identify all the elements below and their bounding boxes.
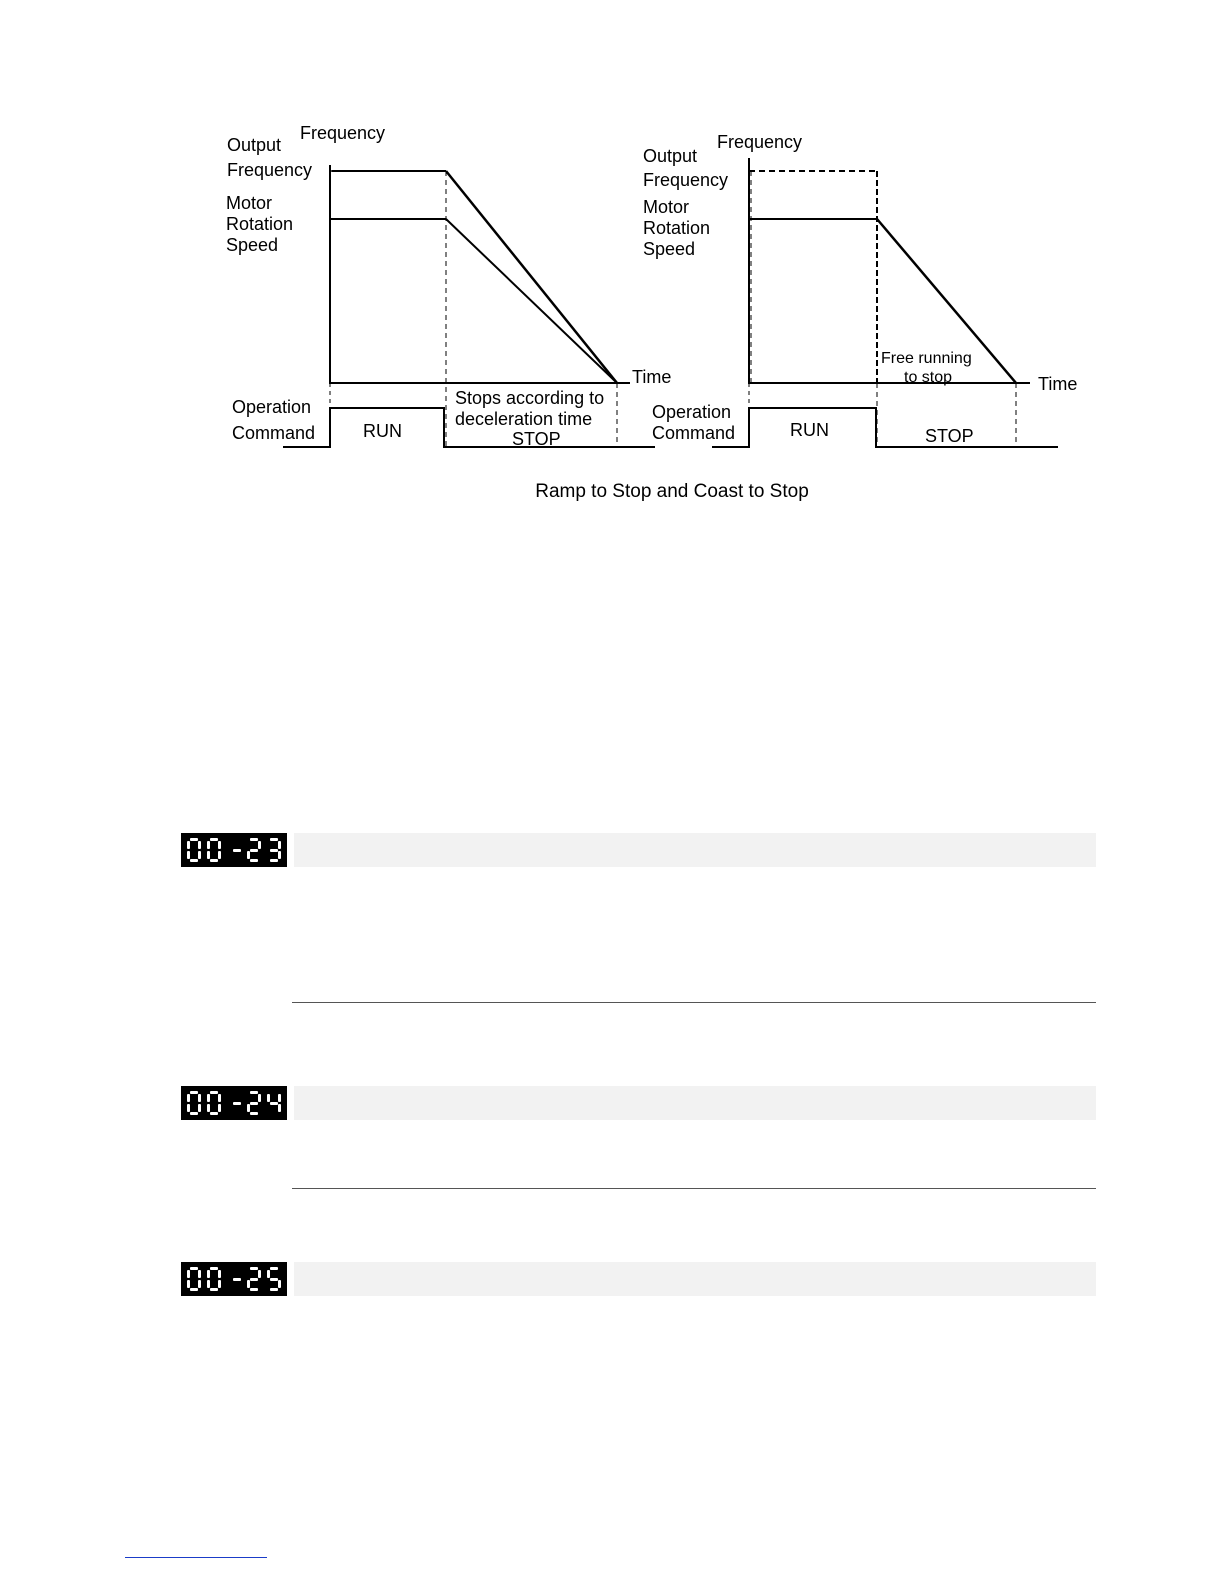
- segment: [207, 1104, 210, 1112]
- segment: [198, 1280, 201, 1288]
- left-run-label: RUN: [363, 421, 402, 441]
- segment: [218, 851, 221, 859]
- segment: [198, 841, 201, 849]
- segment: [258, 841, 261, 849]
- left-deceleration-time-label: deceleration time: [455, 409, 593, 429]
- segment: [270, 1102, 278, 1105]
- segment: [267, 1094, 270, 1102]
- segment: [210, 1091, 218, 1094]
- segment: [258, 1094, 261, 1102]
- coast-to-stop-diagram: [712, 158, 1058, 447]
- right-run-label: RUN: [790, 420, 829, 440]
- segment: [270, 1267, 278, 1270]
- left-speed-label: Speed: [226, 235, 279, 255]
- parameter-title-bar: [294, 833, 1096, 867]
- segment: [187, 1094, 190, 1102]
- left-output-frequency-label: Frequency: [227, 160, 313, 180]
- segment: [210, 1288, 218, 1291]
- right-output-label: Output: [643, 146, 698, 166]
- left-output-label: Output: [227, 135, 282, 155]
- right-rotation-label: Rotation: [643, 218, 711, 238]
- parameter-code-badge: [181, 1262, 287, 1296]
- seven-segment-code: [181, 1262, 287, 1296]
- left-command-label: Command: [232, 423, 316, 443]
- segment: [250, 1091, 258, 1094]
- segment: [250, 1112, 258, 1115]
- parameter-code-badge: [181, 833, 287, 867]
- left-frequency-axis-label: Frequency: [300, 123, 386, 143]
- segment: [207, 851, 210, 859]
- right-operation-label: Operation: [652, 402, 732, 422]
- segment: [250, 849, 258, 852]
- segment: [210, 838, 218, 841]
- parameter-header-00-23: [181, 833, 1096, 867]
- section-divider: [292, 1002, 1096, 1003]
- right-labels: [643, 132, 1077, 446]
- segment: [198, 1270, 201, 1278]
- right-motor-label: Motor: [643, 197, 690, 217]
- left-speed-ramp: [446, 219, 617, 383]
- segment: [270, 838, 278, 841]
- segment: [278, 1280, 281, 1288]
- parameter-header-00-25: [181, 1262, 1096, 1296]
- right-speed-label: Speed: [643, 239, 696, 259]
- seven-segment-code: [181, 1086, 287, 1120]
- segment: [187, 851, 190, 859]
- segment: [207, 841, 210, 849]
- segment: [250, 1288, 258, 1291]
- right-time-label: Time: [1038, 374, 1078, 394]
- left-rotation-label: Rotation: [226, 214, 294, 234]
- segment: [207, 1094, 210, 1102]
- segment: [250, 1267, 258, 1270]
- footer-link-underline[interactable]: [125, 1557, 267, 1558]
- left-time-label: Time: [632, 367, 672, 387]
- segment: [278, 851, 281, 859]
- stop-method-diagrams: [0, 0, 1224, 520]
- segment: [190, 1288, 198, 1291]
- segment: [270, 1288, 278, 1291]
- segment: [210, 1112, 218, 1115]
- segment: [258, 1270, 261, 1278]
- segment: [218, 1094, 221, 1102]
- section-divider: [292, 1188, 1096, 1189]
- segment: [270, 1278, 278, 1281]
- left-labels: [226, 123, 671, 449]
- segment: [270, 859, 278, 862]
- right-command-label: Command: [652, 423, 736, 443]
- left-frequency-ramp: [446, 171, 617, 383]
- segment: [278, 1104, 281, 1112]
- segment: [247, 1280, 250, 1288]
- right-stop-label: STOP: [925, 426, 974, 446]
- segment: [210, 859, 218, 862]
- segment: [187, 1280, 190, 1288]
- segment: [190, 859, 198, 862]
- parameter-title-bar: [294, 1086, 1096, 1120]
- segment: [198, 851, 201, 859]
- figure-caption: Ramp to Stop and Coast to Stop: [535, 481, 809, 502]
- segment: [233, 849, 241, 852]
- segment: [218, 1270, 221, 1278]
- segment: [233, 1278, 241, 1281]
- segment: [190, 1091, 198, 1094]
- segment: [198, 1094, 201, 1102]
- segment: [250, 1278, 258, 1281]
- segment: [250, 859, 258, 862]
- right-frequency-axis-label: Frequency: [717, 132, 803, 152]
- parameter-header-00-24: [181, 1086, 1096, 1120]
- segment: [190, 1267, 198, 1270]
- segment: [250, 1102, 258, 1105]
- left-stop-label: STOP: [512, 429, 561, 449]
- segment: [270, 849, 278, 852]
- segment: [267, 1270, 270, 1278]
- parameter-code-badge: [181, 1086, 287, 1120]
- segment: [250, 838, 258, 841]
- left-stops-according-label: Stops according to: [455, 388, 605, 408]
- segment: [233, 1102, 241, 1105]
- seven-segment-code: [181, 833, 287, 867]
- right-command-waveform: [712, 408, 1058, 447]
- segment: [247, 1104, 250, 1112]
- segment: [210, 1267, 218, 1270]
- segment: [218, 1280, 221, 1288]
- right-output-frequency-label: Frequency: [643, 170, 729, 190]
- left-operation-label: Operation: [232, 397, 312, 417]
- segment: [190, 1112, 198, 1115]
- parameter-title-bar: [294, 1262, 1096, 1296]
- segment: [218, 1104, 221, 1112]
- segment: [218, 841, 221, 849]
- segment: [247, 851, 250, 859]
- left-motor-label: Motor: [226, 193, 273, 213]
- segment: [187, 1270, 190, 1278]
- right-free-running-label: Free running: [881, 350, 972, 367]
- segment: [207, 1280, 210, 1288]
- right-to-stop-label: to stop: [904, 369, 953, 386]
- segment: [187, 1104, 190, 1112]
- segment: [278, 841, 281, 849]
- segment: [190, 838, 198, 841]
- segment: [198, 1104, 201, 1112]
- segment: [278, 1094, 281, 1102]
- segment: [187, 841, 190, 849]
- segment: [207, 1270, 210, 1278]
